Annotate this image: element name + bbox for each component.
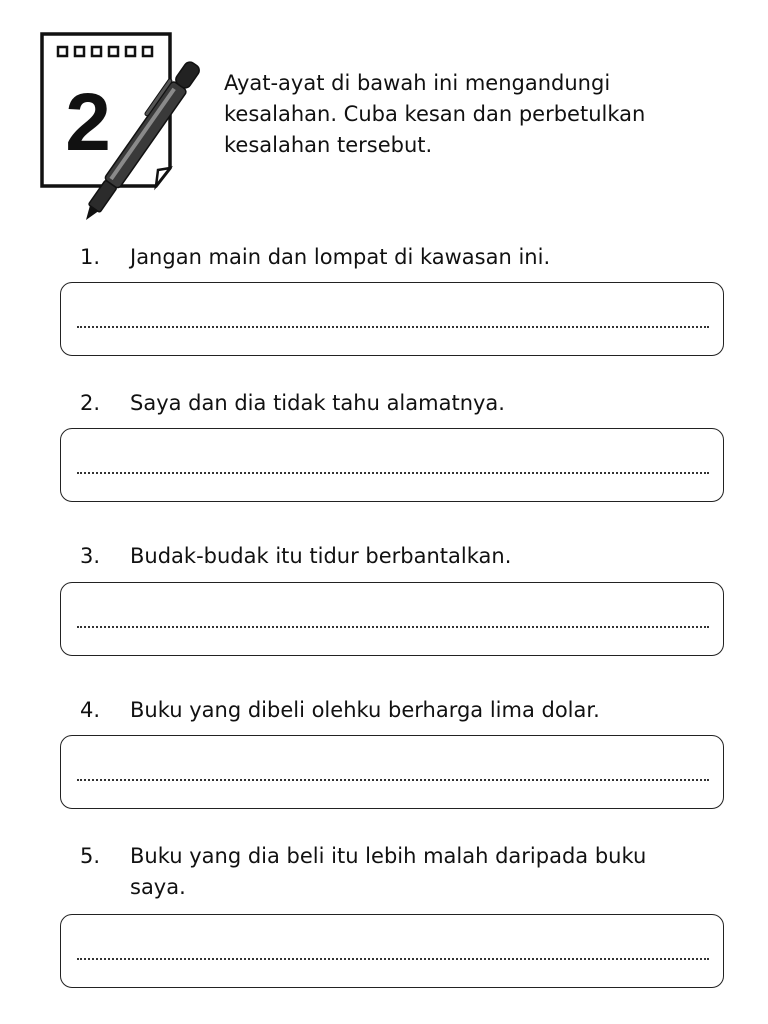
answer-box-5[interactable] [60, 914, 724, 988]
answer-box-1[interactable] [60, 282, 724, 356]
question-number: 3. [80, 544, 101, 568]
question-number: 5. [80, 844, 101, 868]
question-number: 1. [80, 245, 101, 269]
notepad-pen-icon [38, 30, 228, 226]
instructions: Ayat-ayat di bawah ini mengandungi kesalahan. Cuba kesan dan perbetulkan kesalahan tersebut. [224, 71, 646, 157]
answer-line[interactable] [77, 958, 709, 960]
answer-line[interactable] [77, 326, 709, 328]
question-number: 4. [80, 698, 101, 722]
answer-line[interactable] [77, 779, 709, 781]
question-text: Budak-budak itu tidur berbantalkan. [130, 544, 512, 568]
answer-box-3[interactable] [60, 582, 724, 656]
answer-line[interactable] [77, 626, 709, 628]
answer-line[interactable] [77, 472, 709, 474]
exercise-number: 2 [65, 77, 111, 168]
question-text: Saya dan dia tidak tahu alamatnya. [130, 391, 505, 415]
question-number: 2. [80, 391, 101, 415]
question-text: Jangan main dan lompat di kawasan ini. [130, 245, 551, 269]
answer-box-2[interactable] [60, 428, 724, 502]
question-text: Buku yang dia beli itu lebih malah daripada buku saya. [130, 844, 647, 899]
answer-box-4[interactable] [60, 735, 724, 809]
question-text: Buku yang dibeli olehku berharga lima dolar. [130, 698, 600, 722]
